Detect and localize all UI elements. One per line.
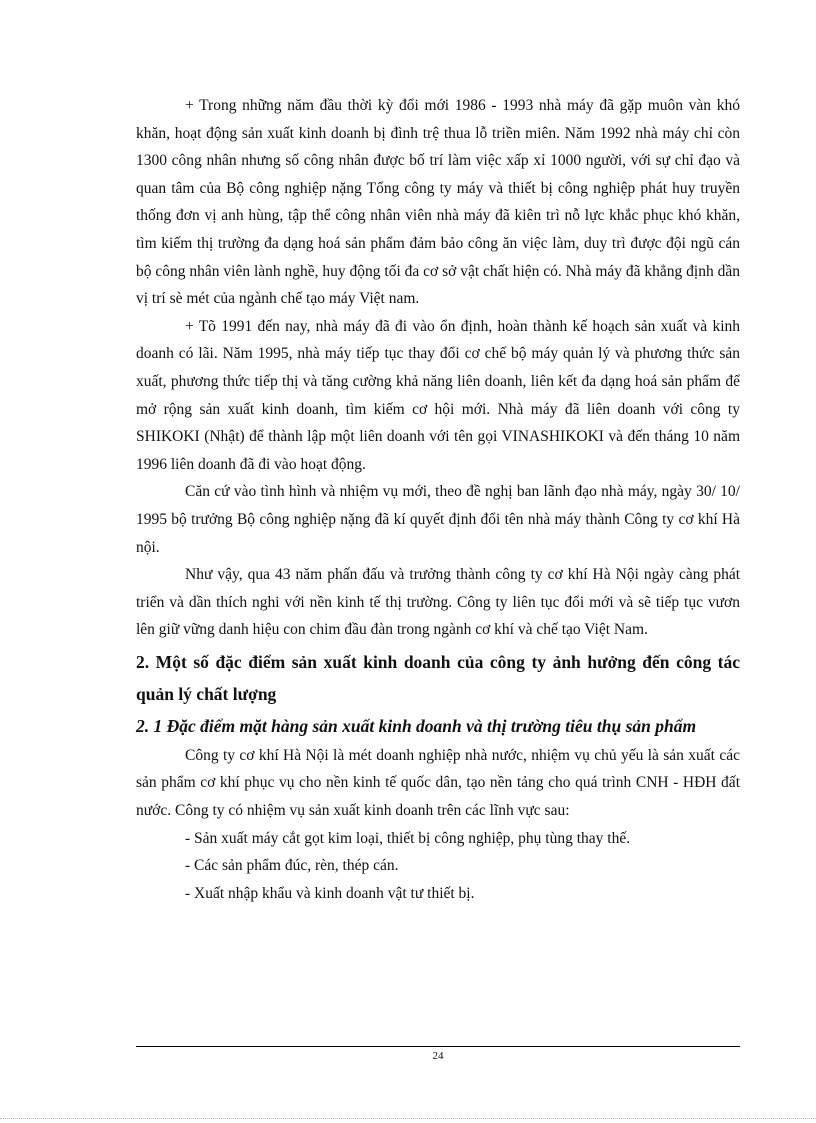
list-item: - Xuất nhập khẩu và kinh doanh vật tư thiết bị.: [185, 884, 475, 902]
page-number: 24: [432, 1050, 444, 1062]
paragraph-doi-ten: Căn cứ vào tình hình và nhiệm vụ mới, theo đề nghị ban lãnh đạo nhà máy, ngày 30/ 10/ 1995 bộ trưởng Bộ công nghiệp nặng đã kí quyết định đổi tên nhà máy thành Công ty cơ khí Hà nội.: [136, 483, 740, 556]
page-content: [136, 92, 740, 907]
paragraph-tu-1991: + Tõ 1991 đến nay, nhà máy đã đi vào ổn định, hoàn thành kế hoạch sản xuất và kinh doanh có lãi. Năm 1995, nhà máy tiếp tục thay đổi cơ chế bộ máy quản lý và phương thức sản xuất, phương thức tiếp thị và tăng cường khả năng liên doanh, liên kết đa dạng hoá sản phẩm để mở rộng sản xuất kinh doanh, tìm kiếm cơ hội mới. Nhà máy đã liên doanh với công ty SHIKOKI (Nhật) để thành lập một liên doanh với tên gọi VINASHIKOKI và đến tháng 10 năm 1996 liên doanh đã đi vào hoạt động.: [136, 317, 740, 473]
footer-rule: [136, 1046, 740, 1047]
paragraph-doi-moi-1986: + Trong những năm đầu thời kỳ đổi mới 1986 - 1993 nhà máy đã gặp muôn vàn khó khăn, hoạt động sản xuất kinh doanh bị đình trệ thua lỗ triền miên. Năm 1992 nhà máy chỉ còn 1300 công nhân nhưng số công nhân được bố trí làm việc xấp xỉ 1000 người, với sự chỉ đạo và quan tâm của Bộ công nghiệp nặng Tổng công ty máy và thiết bị công nghiệp phát huy truyền thống đơn vị anh hùng, tập thể công nhân viên nhà máy đã kiên trì nỗ lực khắc phục khó khăn, tìm kiếm thị trường đa dạng hoá sản phẩm đảm bảo công ăn việc làm, duy trì được đội ngũ cán bộ công nhân viên lành nghề, huy động tối đa cơ sở vật chất hiện có. Nhà máy đã khẳng định dần vị trí sè mét của ngành chế tạo máy Việt nam.: [136, 97, 740, 308]
intro-paragraph: Công ty cơ khí Hà Nội là mét doanh nghiệp nhà nước, nhiệm vụ chủ yếu là sản xuất các sản phẩm cơ khí phục vụ cho nền kinh tế quốc dân, tạo nền tảng cho quá trình CNH - HĐH đất nước. Công ty có nhiệm vụ sản xuất kinh doanh trên các lĩnh vực sau:: [136, 746, 740, 820]
list-item: - Sản xuất máy cắt gọt kim loại, thiết bị công nghiệp, phụ tùng thay thế.: [185, 829, 631, 847]
list-item: - Các sản phẩm đúc, rèn, thép cán.: [185, 857, 399, 875]
page-bottom-border: [0, 1118, 816, 1119]
section-heading: 2. Một số đặc điểm sản xuất kinh doanh của công ty ảnh hưởng đến công tác quản lý chất lượng: [136, 651, 740, 704]
paragraph-43-nam: Như vậy, qua 43 năm phấn đấu và trưởng thành công ty cơ khí Hà Nội ngày càng phát triển và dần thích nghi với nền kinh tế thị trường. Công ty liên tục đổi mới và sẽ tiếp tục vươn lên giữ vững danh hiệu con chim đầu đàn trong ngành cơ khí và chế tạo Việt Nam.: [136, 566, 740, 639]
subsection-heading: 2. 1 Đặc điểm mặt hàng sản xuất kinh doanh và thị trường tiêu thụ sản phẩm: [136, 715, 697, 736]
